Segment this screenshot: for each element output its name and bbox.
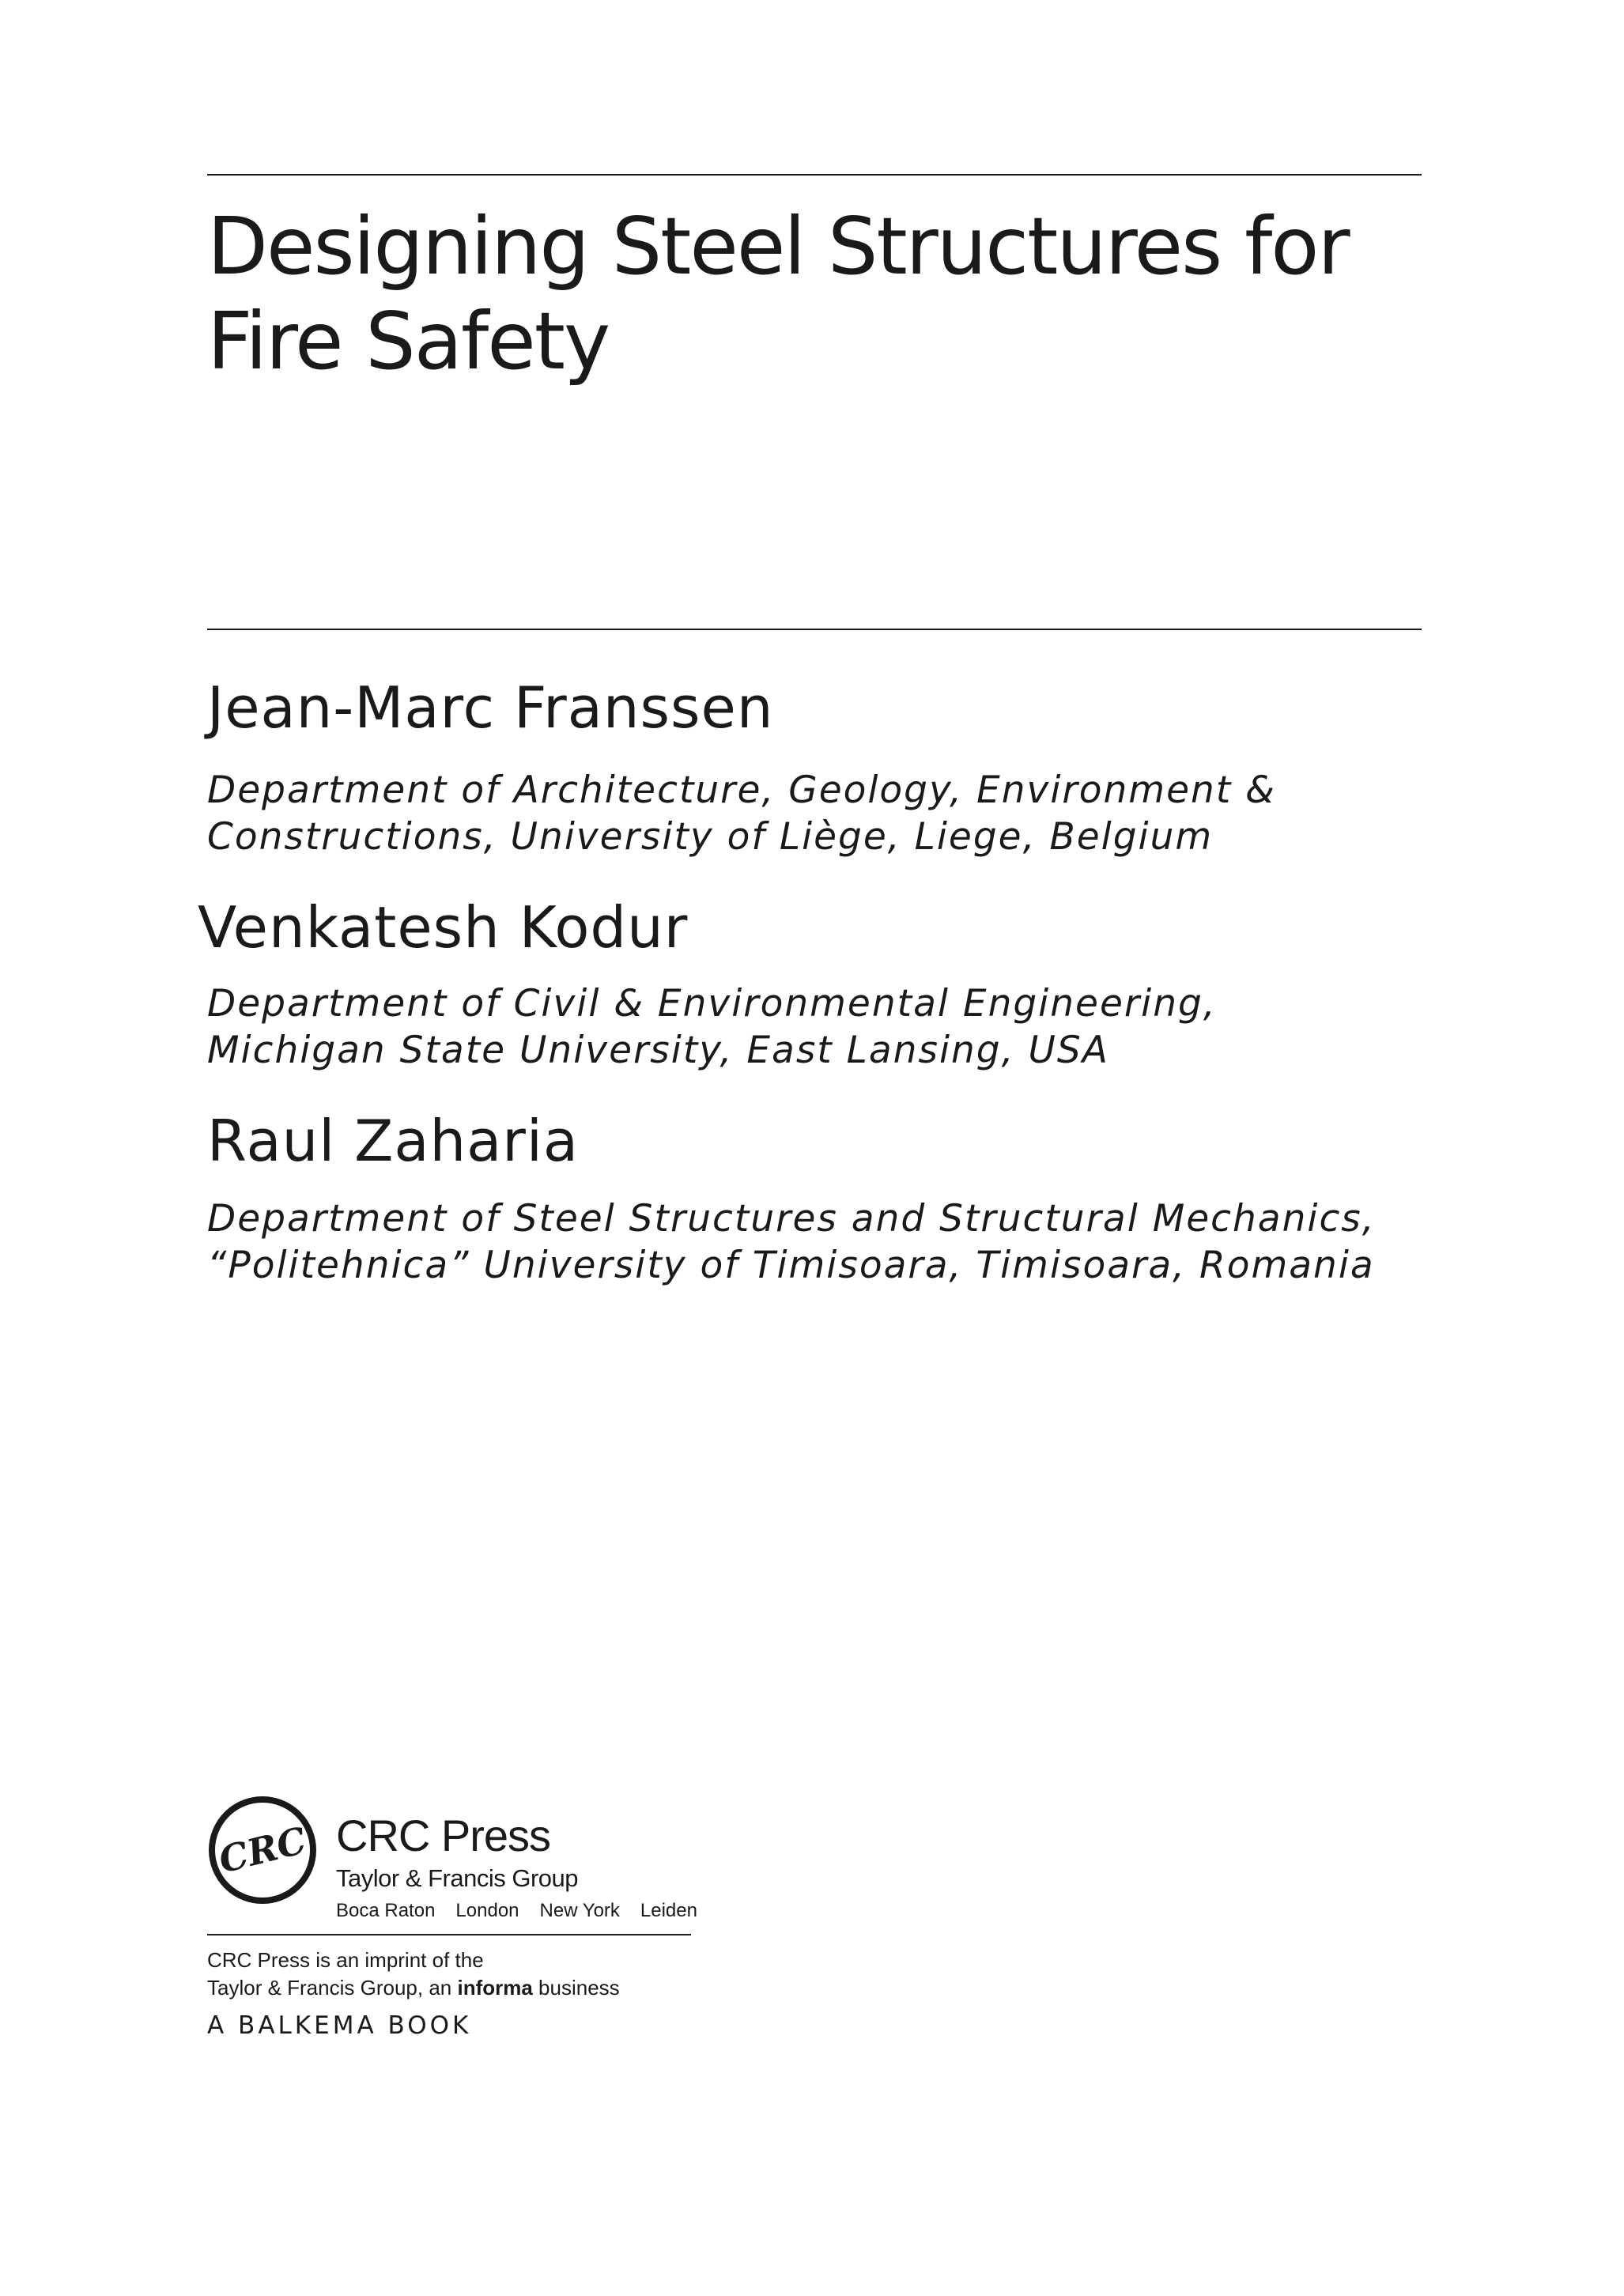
affiliation-line: Constructions, University of Liège, Liege, Belgium (207, 815, 1214, 859)
series-label: A BALKEMA BOOK (207, 2011, 472, 2040)
crc-logo-text: CRC (214, 1818, 311, 1882)
publisher-city: Leiden (640, 1900, 697, 1921)
book-title-line-1: Designing Steel Structures for (207, 200, 1349, 293)
authors-rule (207, 629, 1422, 630)
imprint-line-1: CRC Press is an imprint of the (207, 1948, 484, 1972)
publisher-cities (336, 1899, 697, 1923)
author-affiliation (207, 1195, 1376, 1289)
crc-press-logo (207, 1795, 318, 1905)
author-name: Raul Zaharia (207, 1108, 580, 1174)
author-affiliation (207, 767, 1276, 860)
publisher-name: CRC Press (336, 1811, 551, 1860)
informa-wordmark: informa (457, 1976, 533, 2000)
publisher-rule (207, 1934, 691, 1935)
book-title-line-2: Fire Safety (207, 295, 610, 387)
publisher-city: London (455, 1900, 519, 1921)
affiliation-line: Michigan State University, East Lansing, USA (207, 1029, 1109, 1072)
author-name: Jean-Marc Franssen (207, 674, 774, 741)
author-name: Venkatesh Kodur (198, 894, 689, 961)
imprint-line-2 (207, 1974, 620, 2001)
title-rule-top (207, 174, 1422, 176)
author-affiliation (207, 980, 1217, 1074)
publisher-city: New York (539, 1900, 620, 1921)
book-title (207, 199, 1441, 389)
publisher-group: Taylor & Francis Group (336, 1864, 578, 1892)
affiliation-line: Department of Steel Structures and Structural Mechanics, (207, 1197, 1376, 1241)
imprint-prefix: Taylor & Francis Group, an (207, 1976, 458, 2000)
imprint-suffix: business (532, 1976, 620, 2000)
affiliation-line: “Politehnica” University of Timisoara, Timisoara, Romania (207, 1244, 1375, 1287)
publisher-city: Boca Raton (336, 1900, 436, 1921)
affiliation-line: Department of Civil & Environmental Engineering, (207, 982, 1217, 1025)
affiliation-line: Department of Architecture, Geology, Environment & (207, 768, 1276, 812)
